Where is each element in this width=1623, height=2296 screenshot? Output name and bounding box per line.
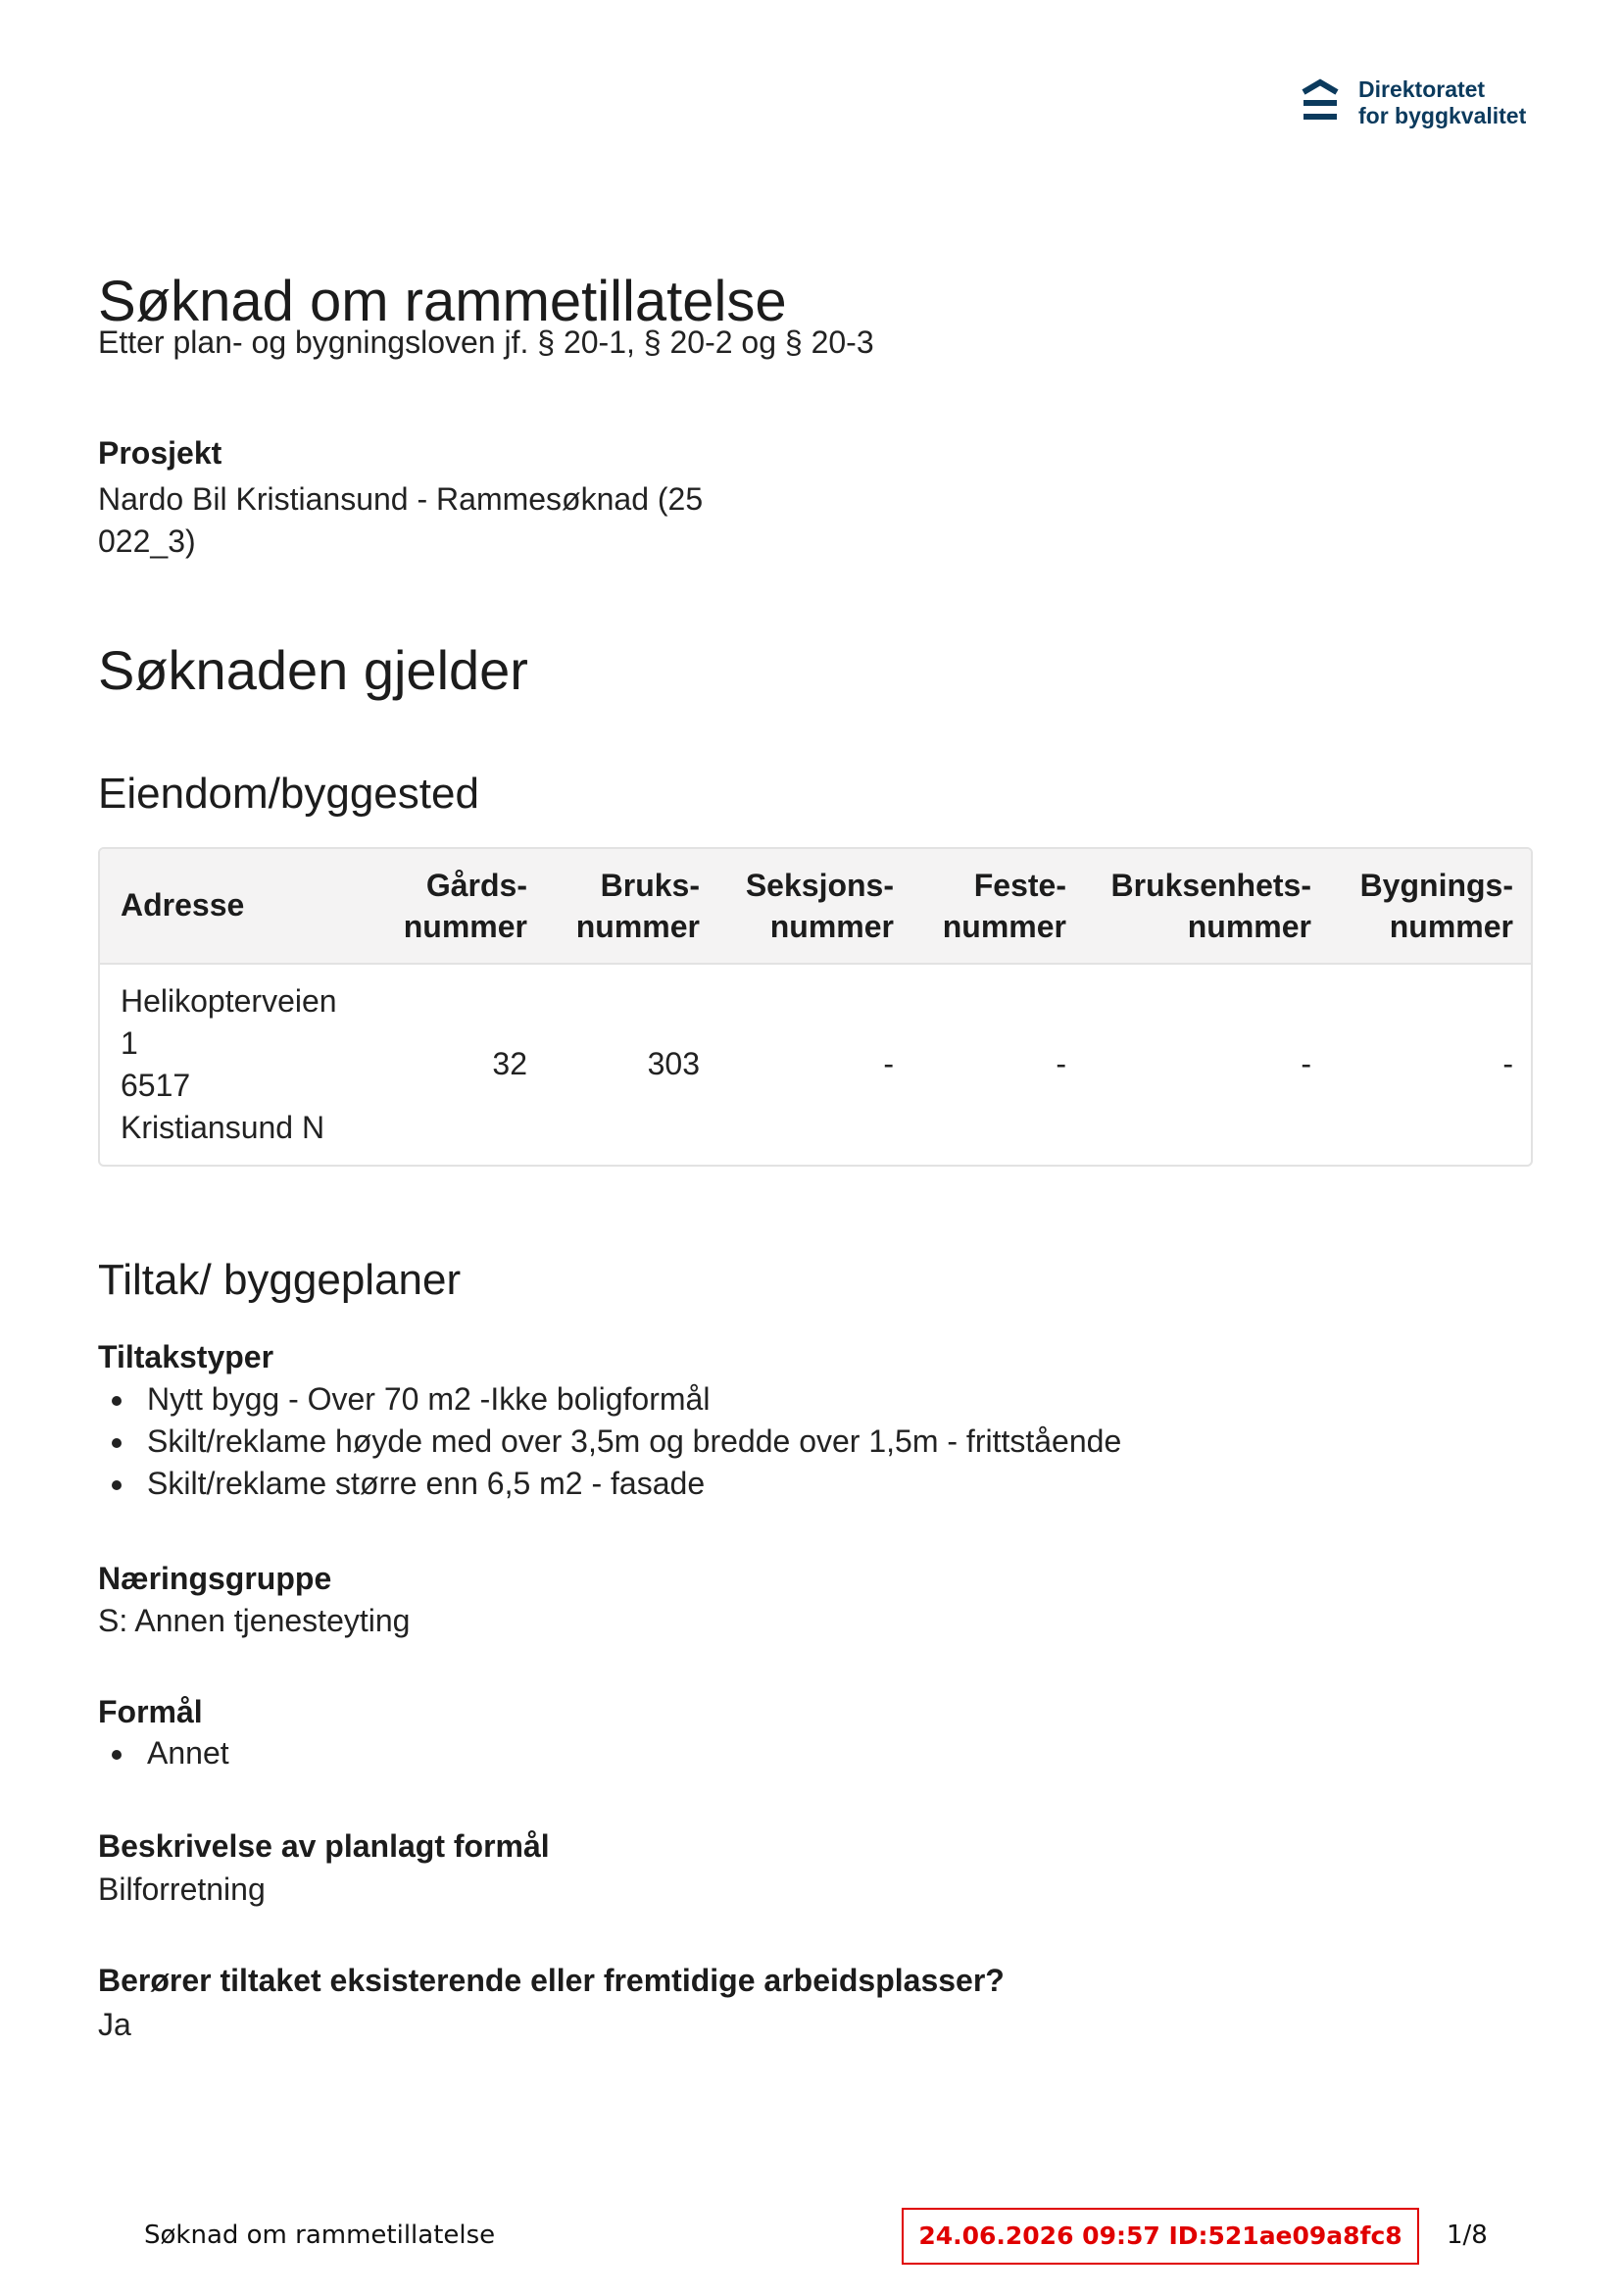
cell-adresse-line-2: 1 [121,1025,138,1061]
cell-adresse-line-1: Helikopterveien [121,983,337,1019]
header-adresse: Adresse [121,887,245,923]
agency-logo [1302,76,1537,131]
tiltakstyper-list [98,1378,1121,1505]
naeringsgruppe-value: S: Annen tjenesteyting [98,1603,411,1638]
header-bruksnummer-line-1: Bruks- [600,868,700,903]
formal-list [98,1732,229,1774]
beskrivelse-label: Beskrivelse av planlagt formål [98,1828,550,1864]
eiendom-table [98,847,1533,1167]
page-number: 1/8 [1447,2221,1488,2250]
header-bruksnummer-line-2: nummer [575,909,700,944]
tiltakstyper-label: Tiltakstyper [98,1339,274,1374]
header-gardsnummer [394,865,527,947]
cell-adresse-line-3: 6517 [121,1068,191,1103]
cell-adresse [121,980,337,1149]
logo-line-2: for byggkvalitet [1358,103,1527,128]
header-bruksenhetsnummer-line-2: nummer [1187,909,1311,944]
cell-bygningsnummer: - [1502,1046,1513,1081]
cell-gardsnummer: 32 [492,1046,527,1081]
list-item: Annet [98,1732,229,1774]
header-bruksnummer [561,865,700,947]
logo-text [1358,76,1526,129]
footer-document-name: Søknad om rammetillatelse [144,2221,496,2250]
prosjekt-value-line-2: 022_3) [98,524,196,559]
header-bruksenhetsnummer-line-1: Bruksenhets- [1110,868,1311,903]
prosjekt-value-line-1: Nardo Bil Kristiansund - Rammesøknad (25 [98,481,704,517]
list-item: Skilt/reklame større enn 6,5 m2 - fasade [98,1463,1121,1505]
naeringsgruppe-label: Næringsgruppe [98,1561,332,1596]
list-item: Skilt/reklame høyde med over 3,5m og bredde over 1,5m - frittstående [98,1421,1121,1463]
header-gardsnummer-line-2: nummer [403,909,527,944]
cell-seksjonsnummer: - [883,1046,894,1081]
section-heading: Søknaden gjelder [98,639,528,701]
timestamp-id-stamp: 24.06.2026 09:57 ID:521ae09a8fc8 [902,2208,1419,2265]
header-seksjonsnummer-line-2: nummer [769,909,894,944]
header-seksjonsnummer [717,865,894,947]
beskrivelse-value: Bilforretning [98,1872,266,1907]
list-item: Nytt bygg - Over 70 m2 -Ikke boligformål [98,1378,1121,1421]
header-bygningsnummer-line-2: nummer [1389,909,1513,944]
document-title: Søknad om rammetillatelse [98,270,787,333]
arbeidsplasser-label: Berører tiltaket eksisterende eller fremtidige arbeidsplasser? [98,1963,1005,1998]
tiltak-heading: Tiltak/ byggeplaner [98,1256,462,1304]
table-header [100,849,1531,965]
header-bruksenhetsnummer [1080,865,1311,947]
logo-line-1: Direktoratet [1358,76,1486,102]
cell-bruksnummer: 303 [647,1046,700,1081]
formal-label: Formål [98,1694,203,1729]
header-festenummer-line-1: Feste- [973,868,1066,903]
prosjekt-label: Prosjekt [98,435,222,471]
header-gardsnummer-line-1: Gårds- [425,868,527,903]
cell-festenummer: - [1056,1046,1066,1081]
header-festenummer-line-2: nummer [942,909,1066,944]
arbeidsplasser-value: Ja [98,2007,131,2042]
header-festenummer [913,865,1066,947]
logo-chevron-icon [1302,78,1339,125]
header-bygningsnummer-line-1: Bygnings- [1359,868,1513,903]
document-subtitle: Etter plan- og bygningsloven jf. § 20-1, § 20-2 og § 20-3 [98,324,874,360]
cell-adresse-line-4: Kristiansund N [121,1110,325,1145]
header-bygningsnummer [1325,865,1513,947]
eiendom-heading: Eiendom/byggested [98,770,479,818]
cell-bruksenhetsnummer: - [1301,1046,1311,1081]
header-seksjonsnummer-line-1: Seksjons- [745,868,894,903]
